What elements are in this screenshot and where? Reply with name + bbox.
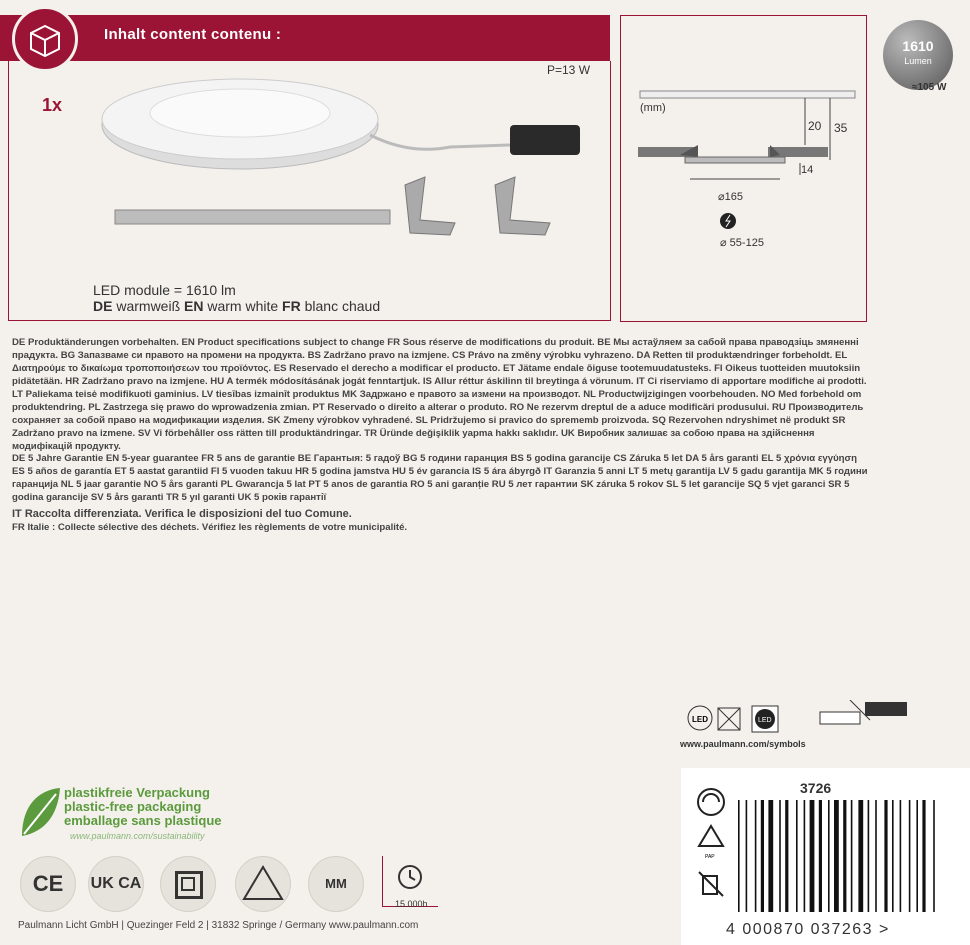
recycling-icons: [695, 784, 731, 904]
spec-change-notice: DE Produktänderungen vorbehalten. EN Product specifications subject to change FR Sous réserve de modifications du produit. BE Мы астаўляем за сабой права праводзіць змяненні прадукта. BG Запазваме си правото на промени на продукта. BS Zadržano pravo na izmjene. CS Právo na změny výrobku vyhrazeno. DA Retten til produktændringer forbeholdt. EL Διατηρούμε το δικαίωμα τροποποιήσεων του προϊόντος. ES Reservado el derecho a modificar el producto. ET Jätame endale õiguse tootemuudatusteks. FI Oikeus tuotteiden muutoksiin pidätetään. HR Zadržano pravo na izmjene. HU A termék módosításának jogát fenntartjuk. IS Allur réttur áskilinn til breytinga á vörunum. IT Ci riserviamo di apportare modifiche ai prodotti. LT Paliekama teisė modifikuoti gaminius. LV tiesības izmainīt produktus MK Задржано е правото за измени на производот. NL Productwijzigingen voorbehouden. NO Med forbehold om produktendring. PL Zastrzega się prawo do wprowadzenia zmian. PT Reservado o direito a alterar o produto. RO Ne rezervm dreptul de a aduce modificări produsului. RU Производитель сохраняет за собой право на модификации изделия. SK Zmeny výrobkov vyhradené. SL Pridržujemo si pravico do sprememb proizvoda. SQ Rezervohen ndryshimet në produkt SR Zadržano pravo na izmene. SV Vi förbehåller oss rätten till produktändringar. TR Üründe değişiklik yapma hakkı saklıdır. UK Виробник залишає за собою права на здійснення модифікацій продукту.: [12, 337, 867, 452]
bin-icon: [699, 872, 723, 896]
ukca-mark: UK CA: [88, 856, 144, 912]
diameter-label: ⌀165: [718, 191, 743, 203]
watt-equivalent: ≈105 W: [912, 82, 947, 93]
recycling-it: IT Raccolta differenziata. Verifica le disposizioni del tuo Comune.: [12, 508, 352, 520]
no-dimmer-icon: [718, 708, 740, 730]
mounting-bracket: [115, 210, 390, 224]
svg-text:LED: LED: [758, 717, 772, 724]
dimension-20: 20: [808, 119, 822, 133]
lumen-value: 1610: [902, 38, 934, 54]
led-sun-icon: [688, 706, 712, 730]
spring-clip-2: [495, 177, 550, 235]
cutout-label: ⌀ 55-125: [720, 237, 764, 249]
plastic-free-fr: emballage sans plastique: [64, 813, 222, 828]
led-panel-illustration: [90, 75, 590, 250]
contents-title: Inhalt content contenu :: [104, 26, 282, 43]
colour-temperature-label: DE warmweiß EN warm white FR blanc chaud: [93, 298, 381, 314]
company-footer: Paulmann Licht GmbH | Quezinger Feld 2 | 31832 Springe / Germany www.paulmann.com: [18, 920, 419, 931]
plastic-free-en: plastic-free packaging: [64, 799, 202, 814]
svg-text:LED: LED: [692, 715, 708, 724]
article-number: 3726: [800, 780, 832, 796]
symbols-url[interactable]: www.paulmann.com/symbols: [680, 739, 806, 749]
plastic-free-text: [64, 786, 222, 828]
svg-text:PAP: PAP: [705, 854, 715, 860]
leaf-icon: [18, 786, 62, 838]
double-insulation-icon: [160, 856, 216, 912]
lifetime-hours: 15.000h: [395, 899, 428, 909]
sustainability-url[interactable]: www.paulmann.com/sustainability: [70, 831, 205, 841]
quantity-label: 1x: [42, 95, 63, 115]
ce-mark: CE: [20, 856, 76, 912]
plastic-free-de: plastikfreie Verpackung: [64, 785, 210, 800]
cutout-icon: [720, 213, 736, 229]
recycling-fr: FR Italie : Collecte sélective des déchets. Vérifiez les règlements de votre municipalité.: [12, 522, 408, 533]
led-module-label: LED module = 1610 lm: [93, 282, 236, 298]
pap-recycling-icon: [699, 826, 723, 860]
dimension-14: 14: [801, 164, 814, 176]
green-dot-icon: [698, 789, 724, 815]
led-square-icon: [752, 706, 778, 732]
driver-box: [510, 125, 580, 155]
guarantee-notice: DE 5 Jahre Garantie EN 5-year guarantee FR 5 ans de garantie BE Гарантыя: 5 гадоў BG 5 години гаранция BS 5 godina garancije CS Záruka 5 let DA 5 års garanti EL 5 χρόνια εγγύηση ES 5 años de garantía ET 5 aastat garantiid FI 5 vuoden takuu HR 5 godina jamstva HU 5 év garancia IS 5 ára ábyrgð IT Garanzia 5 anni LT 5 metų garantija LV 5 gadu garantija MK 5 години гаранција NL 5 jaar garantie NO 5 års garanti PL Gwarancja 5 lat PT 5 anos de garantia RO 5 ani garanție RU 5 лет гарантии SK záruka 5 rokov SL 5 let garancije SQ 5 vjet garanci SR 5 godina garancije SV 5 års garanti TR 5 yıl garanti UK 5 років гарантії: [12, 453, 868, 503]
clock-icon: [395, 862, 425, 892]
unit-label: (mm): [640, 102, 666, 114]
lumen-unit: Lumen: [904, 56, 932, 66]
recycling-notice: [12, 508, 870, 534]
driver-replace-icon: [820, 700, 907, 724]
barcode-digits: 4 000870 037263 >: [726, 921, 890, 938]
lumen-badge: [883, 20, 953, 90]
ean-barcode: [736, 800, 961, 920]
mm-mark: MM: [308, 856, 364, 912]
dimension-35: 35: [834, 121, 848, 135]
contents-header-band: [0, 15, 610, 61]
spring-clip-1: [405, 177, 455, 235]
protection-triangle-icon: [235, 856, 291, 912]
power-label: P=13 W: [547, 63, 591, 77]
symbols-row: [680, 700, 920, 740]
